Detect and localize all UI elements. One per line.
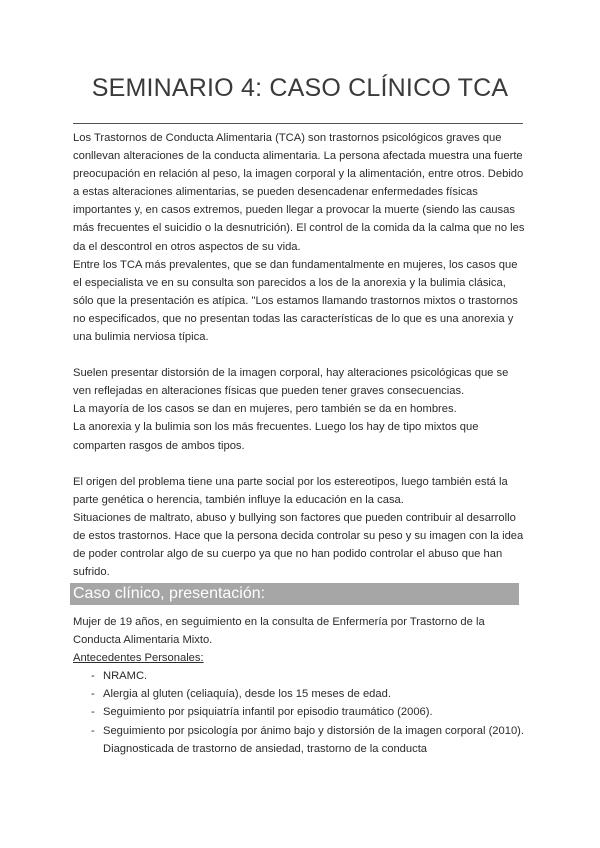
title-divider <box>73 123 523 124</box>
case-section <box>73 613 528 758</box>
antecedentes-label: Antecedentes Personales: <box>73 652 204 665</box>
list-item: - NRAMC. <box>73 667 528 685</box>
list-item: - Seguimiento por psicología por ánimo bajo y distorsión de la imagen corporal (2010). Diagnosticada de trastorno de ansiedad, trastorno de la conducta <box>73 722 528 758</box>
intro-paragraph-7: Situaciones de maltrato, abuso y bullying son factores que pueden contribuir al desarrollo de estos trastornos. Hace que la persona decida controlar su peso y su imagen con la idea de poder controlar algo de su cuerpo ya que no han podido controlar el abuso que han sufrido. <box>73 511 524 579</box>
intro-section <box>73 129 528 581</box>
intro-paragraph-2: Entre los TCA más prevalentes, que se dan fundamentalmente en mujeres, los casos que el especialista ve en su consulta son parecidos a los de la anorexia y la bulimia clásica, sólo que la presentación es atípica. "Los estamos llamando trastornos mixtos o trastornos no especificados, que no presentan todas las características de lo que es una anorexia y una bulimia nerviosa típica. <box>73 258 518 344</box>
case-summary: Mujer de 19 años, en seguimiento en la consulta de Enfermería por Trastorno de la Conducta Alimentaria Mixto. <box>73 616 485 647</box>
list-item: - Seguimiento por psiquiatría infantil por episodio traumático (2006). <box>73 703 528 721</box>
intro-paragraph-4: La mayoría de los casos se dan en mujeres, pero también se da en hombres. <box>73 403 457 416</box>
page-title: SEMINARIO 4: CASO CLÍNICO TCA <box>91 74 509 102</box>
antecedentes-list <box>73 667 528 757</box>
list-item: - Alergia al gluten (celiaquía), desde los 15 meses de edad. <box>73 685 528 703</box>
case-section-heading: Caso clínico, presentación: <box>70 583 519 605</box>
intro-paragraph-1: Los Trastornos de Conducta Alimentaria (TCA) son trastornos psicológicos graves que conllevan alteraciones de la conducta alimentaria. La persona afectada muestra una fuerte preocupación en relación al peso, la imagen corporal y la alimentación, entre otros. Debido a estas alteraciones alimentarias, se pueden desencadenar enfermedades físicas importantes y, en casos extremos, pueden llegar a provocar la muerte (siendo las causas más frecuentes el suicidio o la desnutrición). El control de la comida da la calma que no les da el descontrol en otros aspectos de su vida. <box>73 132 525 253</box>
intro-paragraph-6: El origen del problema tiene una parte social por los estereotipos, luego también está la parte genética o herencia, también influye la educación en la casa. <box>73 475 508 506</box>
intro-paragraph-5: La anorexia y la bulimia son los más frecuentes. Luego los hay de tipo mixtos que comparten rasgos de ambos tipos. <box>73 421 479 452</box>
intro-paragraph-3: Suelen presentar distorsión de la imagen corporal, hay alteraciones psicológicas que se ven reflejadas en alteraciones físicas que pueden tener graves consecuencias. <box>73 367 509 398</box>
